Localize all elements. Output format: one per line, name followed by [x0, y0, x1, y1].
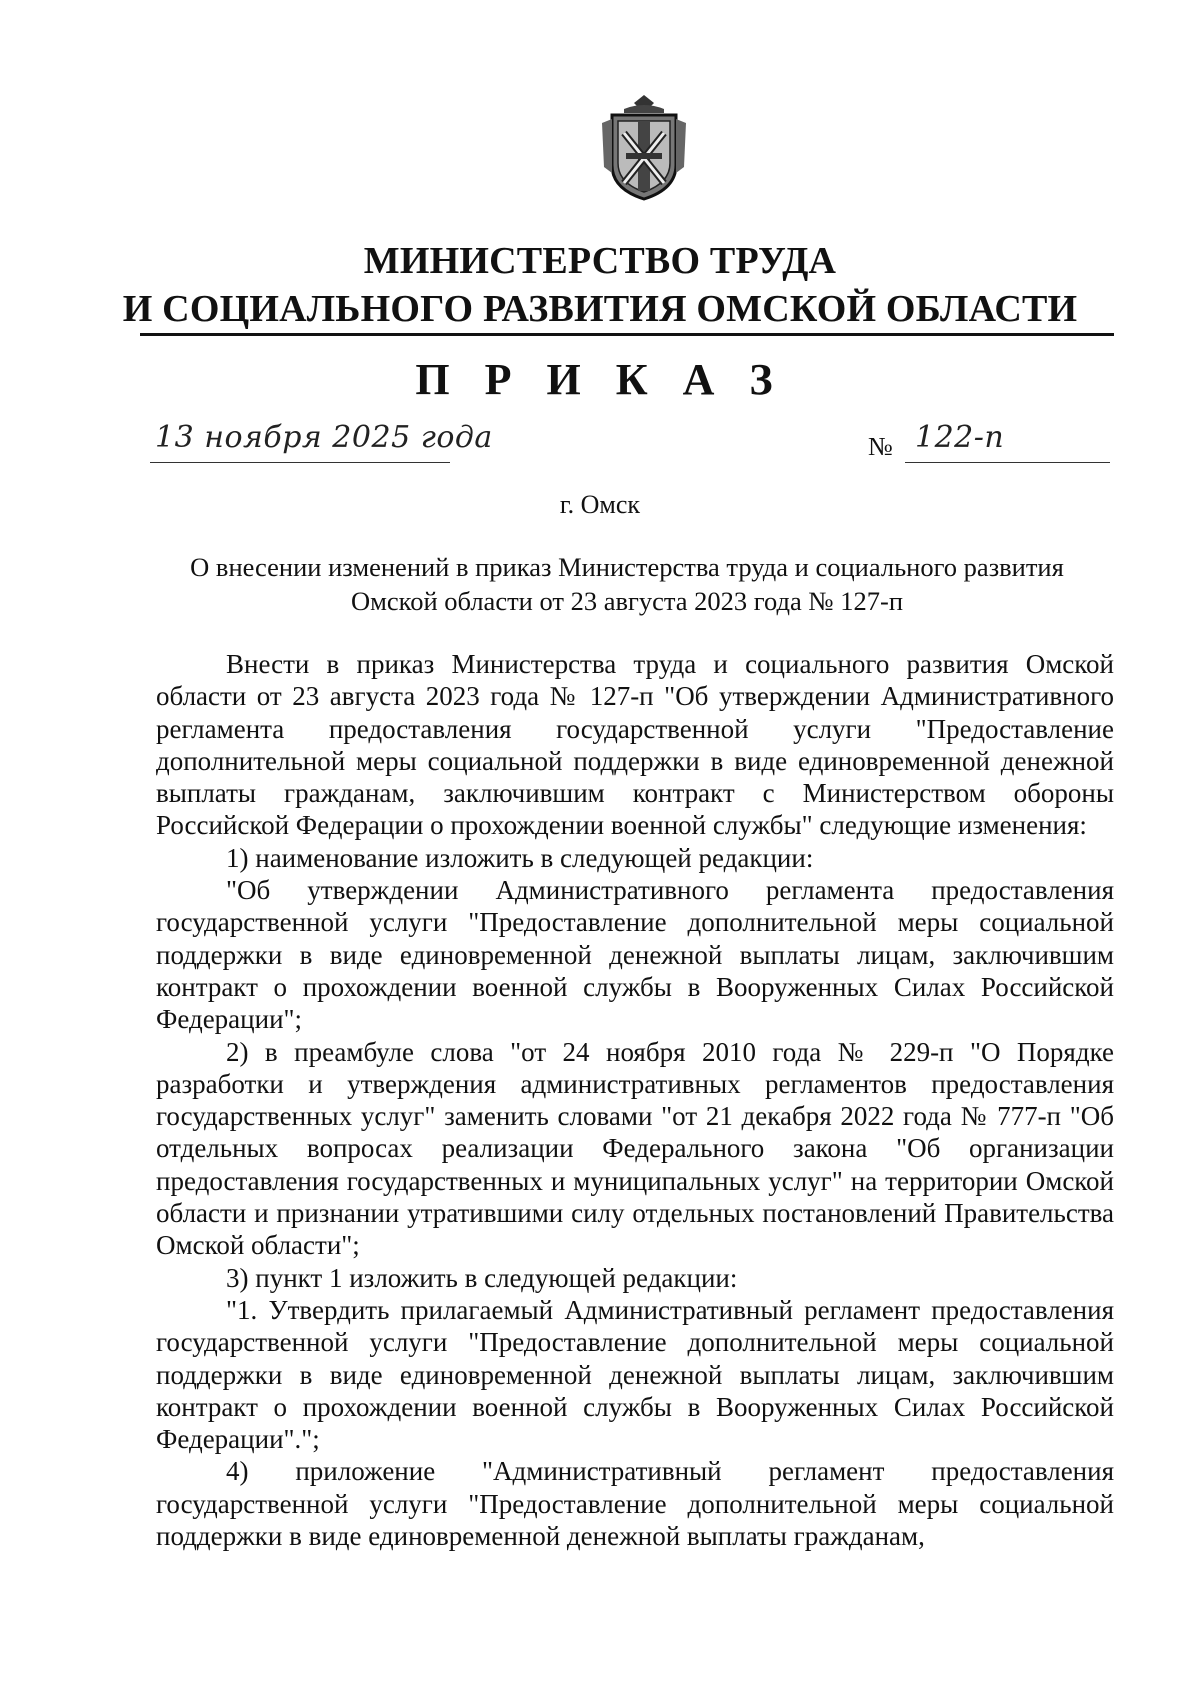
document-type-title: П Р И К А З [415, 355, 785, 404]
body-paragraph: Внести в приказ Министерства труда и социального развития Омской области от 23 августа 2023 года № 127-п "Об утверждении Административного регламента предоставления государственной услуги "Предоставление дополнительной меры социальной поддержки в виде единовременной денежной выплаты гражданам, заключившим контракт с Министерством обороны Российской Федерации о прохождении военной службы" следующие изменения: [156, 649, 1114, 841]
date-underline [150, 462, 450, 463]
body-paragraph: 3) пункт 1 изложить в следующей редакции: [226, 1262, 738, 1293]
body-paragraph: "Об утверждении Административного регламента предоставления государственной услуги "Предоставление дополнительной меры социальной поддержки в виде единовременной денежной выплаты лицам, заключившим контракт о прохождении военной службы в Вооруженных Силах Российской Федерации"; [156, 875, 1114, 1035]
omsk-coat-of-arms-icon [594, 93, 694, 201]
order-date-handwritten: 13 ноября 2025 года [155, 420, 493, 455]
body-paragraph: 1) наименование изложить в следующей редакции: [226, 842, 814, 873]
city: г. Омск [559, 490, 641, 519]
subject-line-2: Омской области от 23 августа 2023 года № 127-п [351, 586, 903, 616]
header-divider [140, 333, 1114, 336]
coat-of-arms-emblem [594, 93, 694, 201]
ministry-name-line1: МИНИСТЕРСТВО ТРУДА [363, 240, 837, 282]
subject-line-1: О внесении изменений в приказ Министерства труда и социального развития [190, 552, 1064, 582]
order-body [156, 648, 1114, 1552]
order-number-label: № [868, 432, 893, 461]
body-paragraph: "1. Утвердить прилагаемый Административный регламент предоставления государственной услуги "Предоставление дополнительной меры социальной поддержки в виде единовременной денежной выплаты лицам, заключившим контракт о прохождении военной службы в Вооруженных Силах Российской Федерации"."; [156, 1294, 1114, 1455]
number-underline [905, 462, 1110, 463]
order-subject [140, 550, 1114, 618]
body-paragraph: 2) в преамбуле слова "от 24 ноября 2010 года № 229-п "О Порядке разработки и утверждения административных регламентов предоставления государственных услуг" заменить словами "от 21 декабря 2022 года № 777-п "Об отдельных вопросах реализации Федерального закона "Об организации предоставления государственных и муниципальных услуг" на территории Омской области и признании утратившими силу отдельных постановлений Правительства Омской области"; [156, 1036, 1114, 1261]
ministry-name-line2: И СОЦИАЛЬНОГО РАЗВИТИЯ ОМСКОЙ ОБЛАСТИ [122, 288, 1078, 330]
order-number-handwritten: 122-п [915, 420, 1005, 455]
body-paragraph: 4) приложение "Административный регламент предоставления государственной услуги "Предоставление дополнительной меры социальной поддержки в виде единовременной денежной выплаты гражданам, [156, 1456, 1114, 1552]
